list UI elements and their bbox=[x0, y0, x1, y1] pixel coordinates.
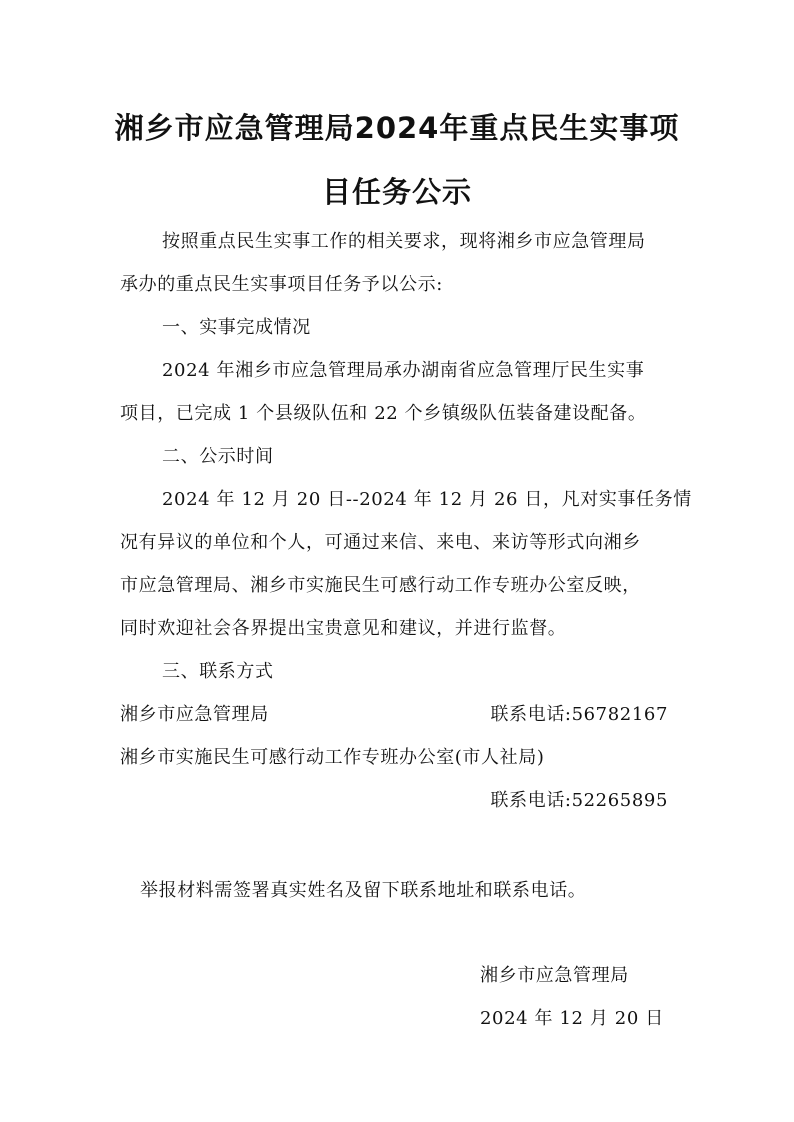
report-note: 举报材料需签署真实姓名及留下联系地址和联系电话。 bbox=[140, 880, 587, 901]
intro-line-1: 按照重点民生实事工作的相关要求，现将湘乡市应急管理局 bbox=[162, 231, 646, 252]
section-2-heading: 二、公示时间 bbox=[162, 446, 274, 467]
contact-1-name: 湘乡市应急管理局 bbox=[120, 704, 269, 725]
section-1-heading: 一、实事完成情况 bbox=[162, 317, 311, 338]
section-1-line-2: 项目，已完成 1 个县级队伍和 22 个乡镇级队伍装备建设配备。 bbox=[120, 403, 647, 424]
signature-org: 湘乡市应急管理局 bbox=[480, 965, 629, 986]
doc-title-line-1: 湘乡市应急管理局2024年重点民生实事项 bbox=[114, 111, 680, 145]
contact-2-phone: 联系电话:52265895 bbox=[490, 790, 668, 811]
intro-line-2: 承办的重点民生实事项目任务予以公示: bbox=[120, 274, 443, 295]
signature-date: 2024 年 12 月 20 日 bbox=[480, 1008, 664, 1029]
section-2-line-1: 2024 年 12 月 20 日--2024 年 12 月 26 日，凡对实事任务情 bbox=[162, 489, 692, 510]
section-3-heading: 三、联系方式 bbox=[162, 661, 274, 682]
section-1-line-1: 2024 年湘乡市应急管理局承办湖南省应急管理厅民生实事 bbox=[162, 360, 645, 381]
doc-title-line-2: 目任务公示 bbox=[321, 175, 472, 209]
section-2-line-2: 况有异议的单位和个人，可通过来信、来电、来访等形式向湘乡 bbox=[120, 532, 641, 553]
contact-2-name: 湘乡市实施民生可感行动工作专班办公室(市人社局) bbox=[120, 747, 545, 768]
contact-1-phone: 联系电话:56782167 bbox=[490, 704, 668, 725]
section-2-line-4: 同时欢迎社会各界提出宝贵意见和建议，并进行监督。 bbox=[120, 618, 567, 639]
section-2-line-3: 市应急管理局、湘乡市实施民生可感行动工作专班办公室反映， bbox=[120, 575, 641, 596]
